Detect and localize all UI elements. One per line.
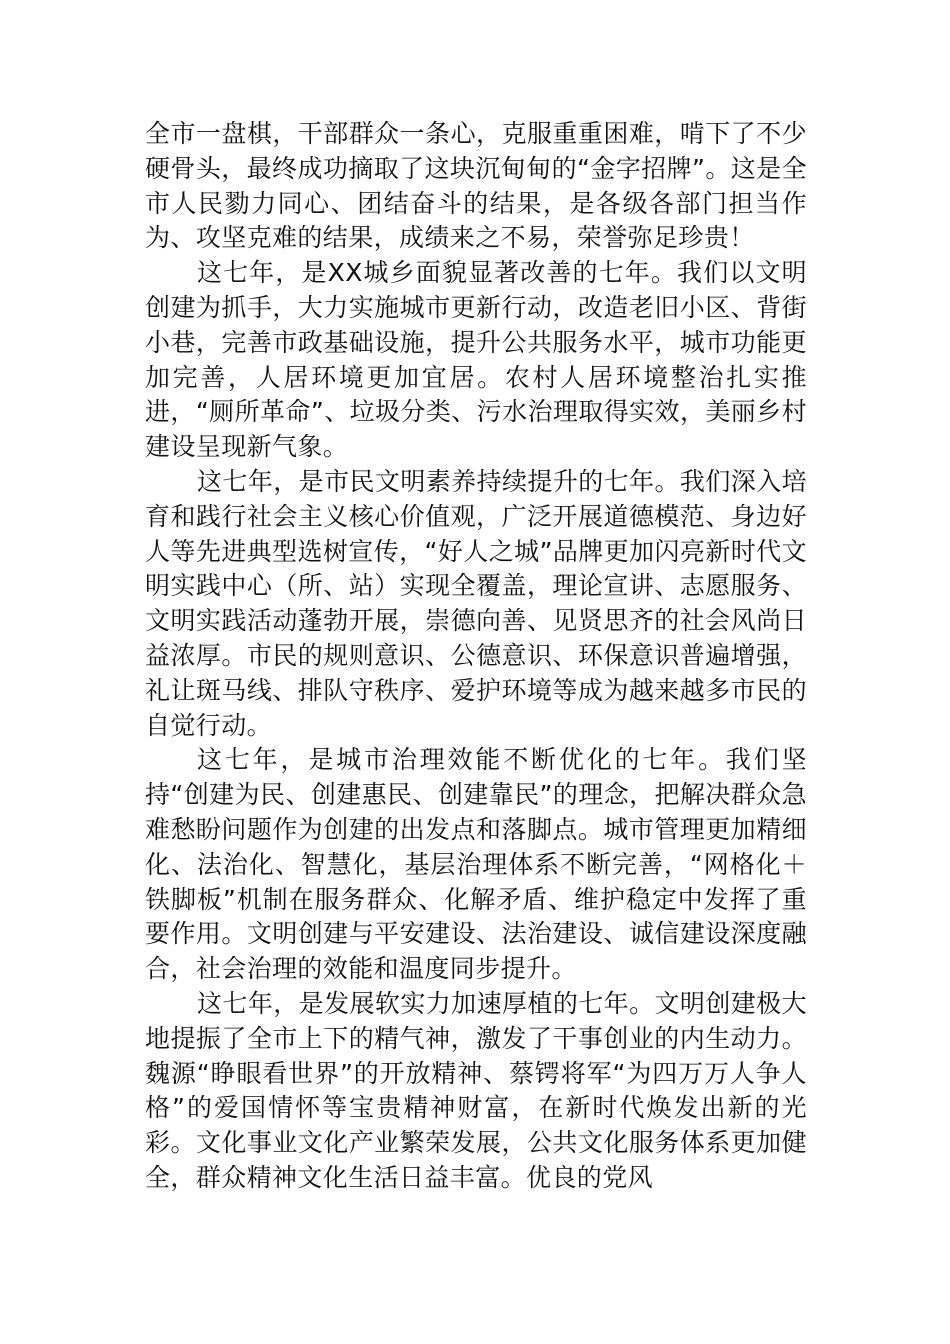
paragraph-4: 这七年，是城市治理效能不断优化的七年。我们坚持“创建为民、创建惠民、创建靠民”的理念，把解决群众急难愁盼问题作为创建的出发点和落脚点。城市管理更加精细化、法治化、智慧化，基层治理体系不断完善，“网格化＋铁脚板”机制在服务群众、化解矛盾、维护稳定中发挥了重要作用。文明创建与平安建设、法治建设、诚信建设深度融合，社会治理的效能和温度同步提升。 (145, 745, 807, 984)
paragraph-5: 这七年，是发展软实力加速厚植的七年。文明创建极大地提振了全市上下的精气神，激发了干事创业的内生动力。魏源“睁眼看世界”的开放精神、蔡锷将军“为四万万人争人格”的爱国情怀等宝贵精神财富，在新时代焕发出新的光彩。文化事业文化产业繁荣发展，公共文化服务体系更加健全，群众精神文化生活日益丰富。优良的党风 (145, 988, 807, 1192)
document-page (145, 117, 807, 1196)
paragraph-2: 这七年，是XX城乡面貌显著改善的七年。我们以文明创建为抓手，大力实施城市更新行动，改造老旧小区、背街小巷，完善市政基础设施，提升公共服务水平，城市功能更加完善，人居环境更加宜居。农村人居环境整治扎实推进，“厕所革命”、垃圾分类、污水治理取得实效，美丽乡村建设呈现新气象。 (145, 258, 807, 462)
paragraph-3: 这七年，是市民文明素养持续提升的七年。我们深入培育和践行社会主义核心价值观，广泛开展道德模范、身边好人等先进典型选树宣传，“好人之城”品牌更加闪亮新时代文明实践中心（所、站）实现全覆盖，理论宣讲、志愿服务、文明实践活动蓬勃开展，崇德向善、见贤思齐的社会风尚日益浓厚。市民的规则意识、公德意识、环保意识普遍增强，礼让斑马线、排队守秩序、爱护环境等成为越来越多市民的自觉行动。 (145, 466, 807, 740)
paragraph-1: 全市一盘棋，干部群众一条心，克服重重困难，啃下了不少硬骨头，最终成功摘取了这块沉甸甸的“金字招牌”。这是全市人民勠力同心、团结奋斗的结果，是各级各部门担当作为、攻坚克难的结果，成绩来之不易，荣誉弥足珍贵！ (145, 119, 807, 253)
